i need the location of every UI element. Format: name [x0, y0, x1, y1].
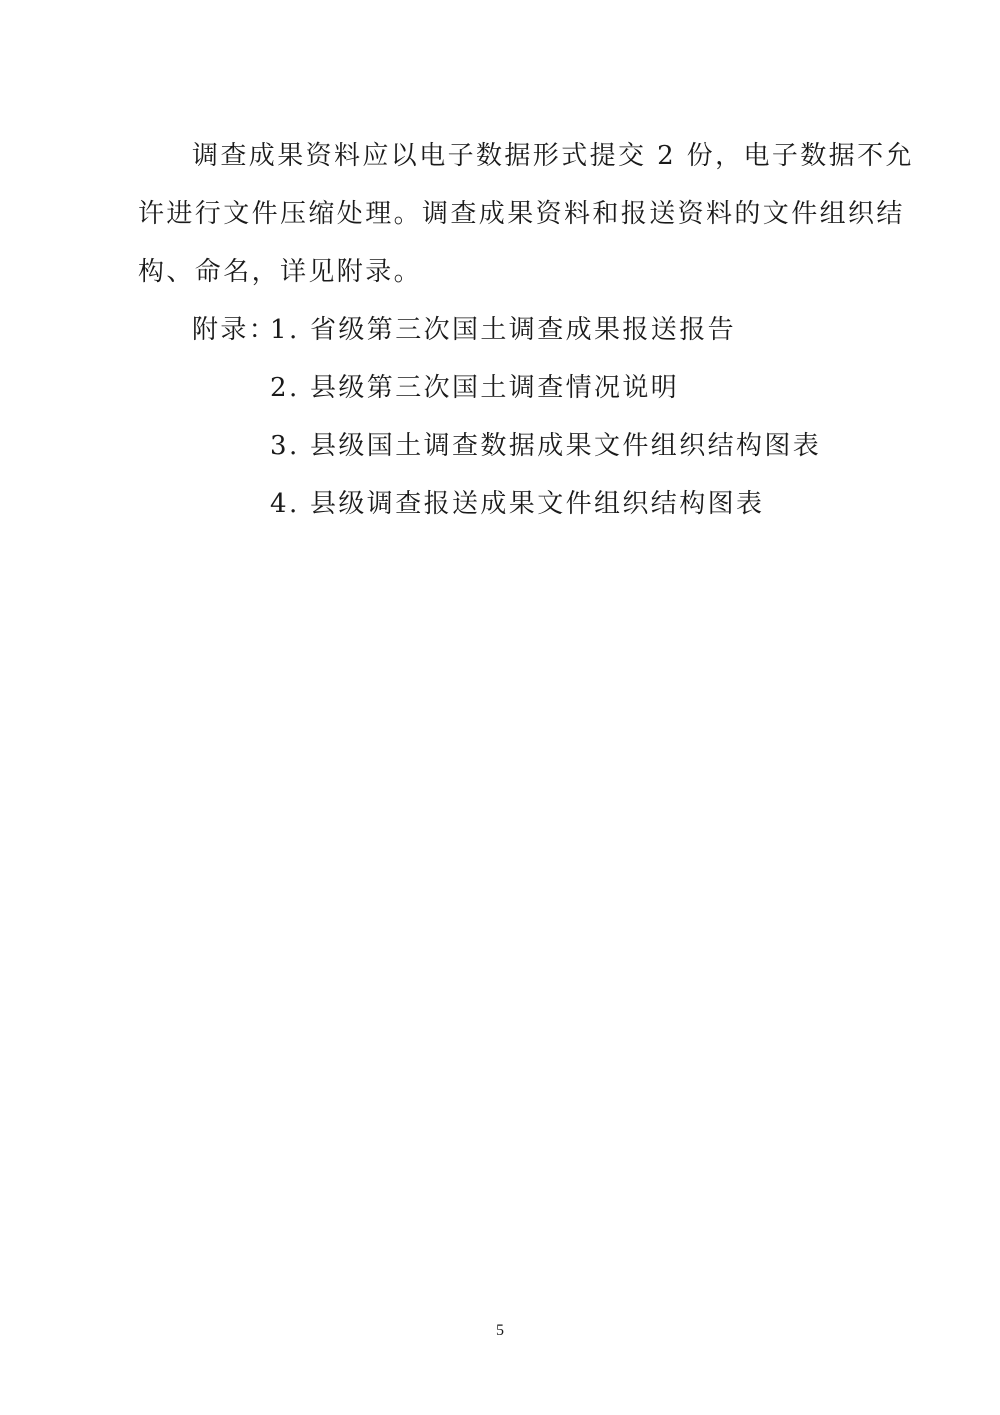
appendix-item	[270, 488, 764, 520]
appendix-item-text: 省级第三次国土调查成果报送报告	[310, 315, 737, 345]
appendix-item-number: 2.	[270, 373, 300, 403]
paragraph-line-2: 许进行文件压缩处理。调查成果资料和报送资料的文件组织结	[138, 199, 905, 229]
page-number: 5	[496, 1322, 504, 1339]
appendix-item-number: 4.	[270, 489, 300, 519]
paragraph-line-3: 构、命名，详见附录。	[138, 257, 423, 287]
appendix-item-text: 县级国土调查数据成果文件组织结构图表	[310, 431, 822, 461]
appendix-item	[270, 430, 821, 462]
appendix-item-text: 县级第三次国土调查情况说明	[310, 373, 680, 403]
appendix-item-number: 1.	[270, 315, 300, 345]
paragraph-line-1: 调查成果资料应以电子数据形式提交 2 份，电子数据不允	[192, 141, 914, 171]
appendix-item-number: 3.	[270, 431, 300, 461]
appendix-label: 附录：	[192, 315, 278, 345]
appendix-item	[270, 314, 736, 346]
appendix-item	[270, 372, 679, 404]
appendix-item-text: 县级调查报送成果文件组织结构图表	[310, 489, 765, 519]
